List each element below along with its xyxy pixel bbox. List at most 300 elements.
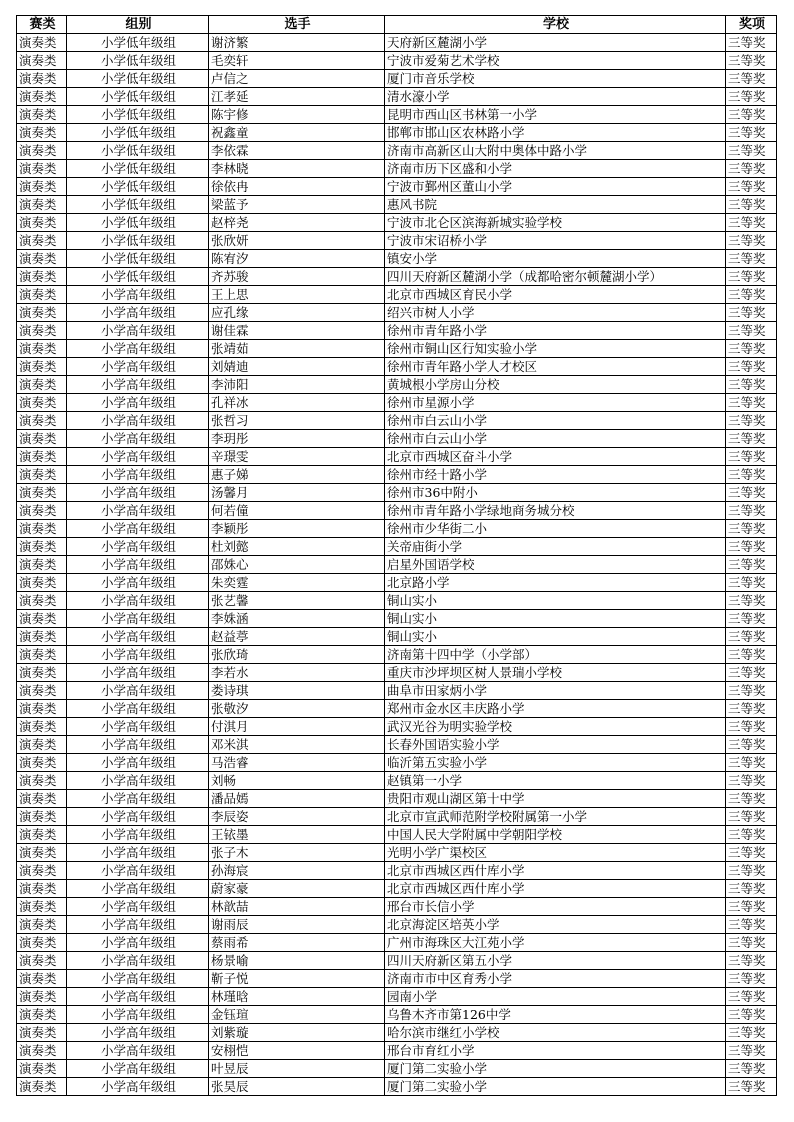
cell-award: 三等奖	[726, 952, 777, 970]
cell-group: 小学高年级组	[67, 664, 209, 682]
table-row	[17, 970, 777, 988]
cell-award: 三等奖	[726, 988, 777, 1006]
cell-group: 小学高年级组	[67, 952, 209, 970]
cell-category: 演奏类	[17, 556, 67, 574]
cell-category: 演奏类	[17, 88, 67, 106]
cell-group: 小学高年级组	[67, 502, 209, 520]
cell-school: 宁波市宋诏桥小学	[385, 232, 726, 250]
cell-school: 关帝庙街小学	[385, 538, 726, 556]
cell-award: 三等奖	[726, 1024, 777, 1042]
cell-category: 演奏类	[17, 1042, 67, 1060]
cell-category: 演奏类	[17, 322, 67, 340]
cell-award: 三等奖	[726, 178, 777, 196]
cell-contestant: 齐苏骏	[209, 268, 385, 286]
cell-group: 小学低年级组	[67, 214, 209, 232]
cell-award: 三等奖	[726, 970, 777, 988]
cell-group: 小学高年级组	[67, 466, 209, 484]
cell-category: 演奏类	[17, 916, 67, 934]
cell-contestant: 杜刘懿	[209, 538, 385, 556]
table-row	[17, 520, 777, 538]
cell-school: 贵阳市观山湖区第十中学	[385, 790, 726, 808]
cell-group: 小学高年级组	[67, 358, 209, 376]
table-row	[17, 772, 777, 790]
cell-contestant: 徐依冉	[209, 178, 385, 196]
cell-group: 小学高年级组	[67, 520, 209, 538]
cell-school: 昆明市西山区书林第一小学	[385, 106, 726, 124]
cell-contestant: 付淇月	[209, 718, 385, 736]
cell-group: 小学高年级组	[67, 772, 209, 790]
cell-group: 小学高年级组	[67, 322, 209, 340]
cell-school: 四川天府新区麓湖小学（成都哈密尔顿麓湖小学）	[385, 268, 726, 286]
cell-school: 天府新区麓湖小学	[385, 34, 726, 52]
cell-award: 三等奖	[726, 700, 777, 718]
header-category: 赛类	[17, 16, 67, 34]
table-row	[17, 1060, 777, 1078]
cell-contestant: 王铱墨	[209, 826, 385, 844]
cell-award: 三等奖	[726, 286, 777, 304]
cell-school: 济南市高新区山大附中奥体中路小学	[385, 142, 726, 160]
cell-school: 徐州市白云山小学	[385, 430, 726, 448]
table-row	[17, 304, 777, 322]
cell-group: 小学低年级组	[67, 88, 209, 106]
cell-award: 三等奖	[726, 1060, 777, 1078]
table-row	[17, 430, 777, 448]
cell-contestant: 陈宇修	[209, 106, 385, 124]
cell-group: 小学低年级组	[67, 34, 209, 52]
cell-category: 演奏类	[17, 178, 67, 196]
cell-category: 演奏类	[17, 268, 67, 286]
table-row	[17, 718, 777, 736]
table-row	[17, 610, 777, 628]
cell-contestant: 张欣妍	[209, 232, 385, 250]
cell-contestant: 朱奕霆	[209, 574, 385, 592]
cell-school: 光明小学广渠校区	[385, 844, 726, 862]
cell-category: 演奏类	[17, 484, 67, 502]
cell-category: 演奏类	[17, 988, 67, 1006]
cell-category: 演奏类	[17, 934, 67, 952]
table-row	[17, 700, 777, 718]
cell-contestant: 孔祥冰	[209, 394, 385, 412]
cell-school: 徐州市经十路小学	[385, 466, 726, 484]
cell-award: 三等奖	[726, 448, 777, 466]
cell-group: 小学低年级组	[67, 232, 209, 250]
cell-award: 三等奖	[726, 250, 777, 268]
table-row	[17, 88, 777, 106]
cell-group: 小学高年级组	[67, 376, 209, 394]
cell-contestant: 杨景喻	[209, 952, 385, 970]
cell-award: 三等奖	[726, 574, 777, 592]
header-contestant: 选手	[209, 16, 385, 34]
cell-category: 演奏类	[17, 340, 67, 358]
table-row	[17, 664, 777, 682]
cell-category: 演奏类	[17, 124, 67, 142]
cell-school: 园南小学	[385, 988, 726, 1006]
cell-award: 三等奖	[726, 232, 777, 250]
cell-school: 徐州市少华街二小	[385, 520, 726, 538]
table-row	[17, 376, 777, 394]
cell-contestant: 张哲习	[209, 412, 385, 430]
cell-category: 演奏类	[17, 106, 67, 124]
cell-award: 三等奖	[726, 1042, 777, 1060]
cell-category: 演奏类	[17, 826, 67, 844]
cell-award: 三等奖	[726, 430, 777, 448]
cell-contestant: 孙海宸	[209, 862, 385, 880]
cell-category: 演奏类	[17, 250, 67, 268]
cell-award: 三等奖	[726, 646, 777, 664]
cell-category: 演奏类	[17, 304, 67, 322]
cell-group: 小学高年级组	[67, 340, 209, 358]
cell-school: 徐州市青年路小学人才校区	[385, 358, 726, 376]
table-row	[17, 538, 777, 556]
table-row	[17, 592, 777, 610]
table-row	[17, 682, 777, 700]
cell-award: 三等奖	[726, 916, 777, 934]
cell-group: 小学高年级组	[67, 790, 209, 808]
cell-school: 厦门第二实验小学	[385, 1078, 726, 1096]
cell-school: 惠风书院	[385, 196, 726, 214]
cell-category: 演奏类	[17, 754, 67, 772]
cell-school: 四川天府新区第五小学	[385, 952, 726, 970]
cell-award: 三等奖	[726, 358, 777, 376]
cell-contestant: 惠子娣	[209, 466, 385, 484]
cell-school: 厦门市音乐学校	[385, 70, 726, 88]
cell-group: 小学高年级组	[67, 844, 209, 862]
table-row	[17, 322, 777, 340]
cell-group: 小学高年级组	[67, 484, 209, 502]
cell-school: 徐州市白云山小学	[385, 412, 726, 430]
table-row	[17, 862, 777, 880]
cell-contestant: 李林晓	[209, 160, 385, 178]
cell-category: 演奏类	[17, 412, 67, 430]
cell-contestant: 梁蓝予	[209, 196, 385, 214]
cell-group: 小学高年级组	[67, 1024, 209, 1042]
cell-school: 徐州市铜山区行知实验小学	[385, 340, 726, 358]
cell-category: 演奏类	[17, 952, 67, 970]
cell-award: 三等奖	[726, 664, 777, 682]
cell-school: 郑州市金水区丰庆路小学	[385, 700, 726, 718]
table-row	[17, 1042, 777, 1060]
cell-category: 演奏类	[17, 160, 67, 178]
cell-contestant: 赵梓尧	[209, 214, 385, 232]
cell-group: 小学高年级组	[67, 304, 209, 322]
cell-award: 三等奖	[726, 70, 777, 88]
cell-group: 小学高年级组	[67, 448, 209, 466]
cell-contestant: 谢佳霖	[209, 322, 385, 340]
table-row	[17, 574, 777, 592]
table-row	[17, 358, 777, 376]
cell-category: 演奏类	[17, 394, 67, 412]
cell-category: 演奏类	[17, 232, 67, 250]
cell-group: 小学高年级组	[67, 628, 209, 646]
cell-contestant: 娄诗琪	[209, 682, 385, 700]
cell-group: 小学高年级组	[67, 1078, 209, 1096]
table-row	[17, 214, 777, 232]
cell-contestant: 刘紫璇	[209, 1024, 385, 1042]
cell-category: 演奏类	[17, 34, 67, 52]
cell-contestant: 江孝延	[209, 88, 385, 106]
cell-award: 三等奖	[726, 628, 777, 646]
cell-award: 三等奖	[726, 880, 777, 898]
cell-group: 小学低年级组	[67, 268, 209, 286]
cell-contestant: 卢信之	[209, 70, 385, 88]
cell-group: 小学高年级组	[67, 916, 209, 934]
cell-group: 小学高年级组	[67, 988, 209, 1006]
table-header	[17, 16, 777, 34]
table-row	[17, 646, 777, 664]
table-row	[17, 466, 777, 484]
cell-contestant: 靳子悦	[209, 970, 385, 988]
cell-group: 小学高年级组	[67, 754, 209, 772]
cell-school: 北京海淀区培英小学	[385, 916, 726, 934]
cell-award: 三等奖	[726, 736, 777, 754]
cell-award: 三等奖	[726, 844, 777, 862]
cell-category: 演奏类	[17, 718, 67, 736]
cell-school: 长春外国语实验小学	[385, 736, 726, 754]
cell-category: 演奏类	[17, 1006, 67, 1024]
table-row	[17, 502, 777, 520]
table-row	[17, 844, 777, 862]
cell-award: 三等奖	[726, 538, 777, 556]
cell-award: 三等奖	[726, 160, 777, 178]
cell-school: 绍兴市树人小学	[385, 304, 726, 322]
table-row	[17, 1024, 777, 1042]
cell-group: 小学高年级组	[67, 286, 209, 304]
cell-award: 三等奖	[726, 790, 777, 808]
cell-group: 小学高年级组	[67, 574, 209, 592]
cell-category: 演奏类	[17, 880, 67, 898]
cell-group: 小学高年级组	[67, 394, 209, 412]
cell-category: 演奏类	[17, 358, 67, 376]
cell-award: 三等奖	[726, 142, 777, 160]
cell-category: 演奏类	[17, 682, 67, 700]
cell-contestant: 谢雨辰	[209, 916, 385, 934]
cell-category: 演奏类	[17, 1060, 67, 1078]
cell-award: 三等奖	[726, 682, 777, 700]
cell-contestant: 叶昱辰	[209, 1060, 385, 1078]
cell-group: 小学高年级组	[67, 862, 209, 880]
cell-group: 小学高年级组	[67, 538, 209, 556]
cell-school: 清水濠小学	[385, 88, 726, 106]
table-row	[17, 268, 777, 286]
results-table	[16, 15, 777, 1096]
cell-category: 演奏类	[17, 466, 67, 484]
cell-award: 三等奖	[726, 394, 777, 412]
cell-award: 三等奖	[726, 34, 777, 52]
cell-school: 济南市市中区育秀小学	[385, 970, 726, 988]
cell-school: 宁波市爱菊艺术学校	[385, 52, 726, 70]
table-row	[17, 394, 777, 412]
cell-award: 三等奖	[726, 754, 777, 772]
table-row	[17, 142, 777, 160]
table-row	[17, 196, 777, 214]
table-row	[17, 412, 777, 430]
cell-group: 小学高年级组	[67, 610, 209, 628]
cell-contestant: 潘品嫣	[209, 790, 385, 808]
cell-category: 演奏类	[17, 1024, 67, 1042]
cell-school: 徐州市星源小学	[385, 394, 726, 412]
cell-award: 三等奖	[726, 934, 777, 952]
cell-group: 小学高年级组	[67, 646, 209, 664]
table-row	[17, 934, 777, 952]
cell-group: 小学低年级组	[67, 106, 209, 124]
cell-school: 曲阜市田家炳小学	[385, 682, 726, 700]
cell-category: 演奏类	[17, 70, 67, 88]
table-row	[17, 808, 777, 826]
cell-school: 铜山实小	[385, 610, 726, 628]
cell-school: 重庆市沙坪坝区树人景瑞小学校	[385, 664, 726, 682]
table-row	[17, 448, 777, 466]
cell-award: 三等奖	[726, 718, 777, 736]
cell-group: 小学高年级组	[67, 592, 209, 610]
cell-group: 小学低年级组	[67, 124, 209, 142]
cell-contestant: 张昊辰	[209, 1078, 385, 1096]
cell-school: 北京市西城区西什库小学	[385, 880, 726, 898]
cell-contestant: 张靖茹	[209, 340, 385, 358]
table-row	[17, 106, 777, 124]
cell-group: 小学低年级组	[67, 196, 209, 214]
cell-school: 济南第十四中学（小学部）	[385, 646, 726, 664]
cell-school: 中国人民大学附属中学朝阳学校	[385, 826, 726, 844]
cell-award: 三等奖	[726, 268, 777, 286]
cell-award: 三等奖	[726, 610, 777, 628]
cell-contestant: 刘婧迪	[209, 358, 385, 376]
cell-school: 哈尔滨市继红小学校	[385, 1024, 726, 1042]
cell-group: 小学高年级组	[67, 682, 209, 700]
cell-award: 三等奖	[726, 772, 777, 790]
table-row	[17, 1078, 777, 1096]
table-row	[17, 34, 777, 52]
cell-school: 铜山实小	[385, 628, 726, 646]
table-row	[17, 52, 777, 70]
cell-category: 演奏类	[17, 628, 67, 646]
cell-school: 武汉光谷为明实验学校	[385, 718, 726, 736]
cell-school: 黄城根小学房山分校	[385, 376, 726, 394]
cell-category: 演奏类	[17, 592, 67, 610]
cell-contestant: 林瑾晗	[209, 988, 385, 1006]
table-body	[17, 34, 777, 1096]
cell-group: 小学低年级组	[67, 142, 209, 160]
cell-category: 演奏类	[17, 574, 67, 592]
cell-category: 演奏类	[17, 196, 67, 214]
cell-contestant: 林歆喆	[209, 898, 385, 916]
cell-category: 演奏类	[17, 376, 67, 394]
cell-category: 演奏类	[17, 790, 67, 808]
cell-contestant: 安栩恺	[209, 1042, 385, 1060]
cell-award: 三等奖	[726, 106, 777, 124]
cell-group: 小学低年级组	[67, 250, 209, 268]
cell-school: 邯郸市邯山区农林路小学	[385, 124, 726, 142]
cell-group: 小学低年级组	[67, 160, 209, 178]
table-row	[17, 952, 777, 970]
table-row	[17, 250, 777, 268]
cell-group: 小学高年级组	[67, 1042, 209, 1060]
cell-award: 三等奖	[726, 52, 777, 70]
table-row	[17, 880, 777, 898]
cell-contestant: 邵姝心	[209, 556, 385, 574]
cell-award: 三等奖	[726, 196, 777, 214]
table-row	[17, 898, 777, 916]
cell-contestant: 刘畅	[209, 772, 385, 790]
cell-category: 演奏类	[17, 772, 67, 790]
cell-award: 三等奖	[726, 826, 777, 844]
cell-group: 小学低年级组	[67, 178, 209, 196]
cell-category: 演奏类	[17, 862, 67, 880]
table-row	[17, 826, 777, 844]
cell-contestant: 李玥彤	[209, 430, 385, 448]
cell-award: 三等奖	[726, 484, 777, 502]
cell-group: 小学高年级组	[67, 718, 209, 736]
cell-school: 徐州市36中附小	[385, 484, 726, 502]
cell-school: 邢台市育红小学	[385, 1042, 726, 1060]
cell-school: 北京市西城区育民小学	[385, 286, 726, 304]
table-row	[17, 340, 777, 358]
cell-award: 三等奖	[726, 862, 777, 880]
cell-group: 小学高年级组	[67, 412, 209, 430]
cell-contestant: 李沛阳	[209, 376, 385, 394]
cell-school: 铜山实小	[385, 592, 726, 610]
cell-category: 演奏类	[17, 844, 67, 862]
cell-award: 三等奖	[726, 322, 777, 340]
cell-contestant: 应孔缘	[209, 304, 385, 322]
cell-contestant: 何若僮	[209, 502, 385, 520]
cell-category: 演奏类	[17, 808, 67, 826]
cell-category: 演奏类	[17, 538, 67, 556]
cell-contestant: 李依霖	[209, 142, 385, 160]
cell-contestant: 蔚家豪	[209, 880, 385, 898]
cell-award: 三等奖	[726, 1078, 777, 1096]
cell-contestant: 王上思	[209, 286, 385, 304]
cell-category: 演奏类	[17, 214, 67, 232]
cell-contestant: 赵益葶	[209, 628, 385, 646]
cell-award: 三等奖	[726, 466, 777, 484]
cell-school: 邢台市长信小学	[385, 898, 726, 916]
cell-category: 演奏类	[17, 646, 67, 664]
cell-award: 三等奖	[726, 592, 777, 610]
cell-school: 徐州市青年路小学	[385, 322, 726, 340]
table-row	[17, 628, 777, 646]
cell-school: 乌鲁木齐市第126中学	[385, 1006, 726, 1024]
cell-award: 三等奖	[726, 214, 777, 232]
cell-school: 镇安小学	[385, 250, 726, 268]
cell-award: 三等奖	[726, 88, 777, 106]
cell-contestant: 李颖彤	[209, 520, 385, 538]
cell-award: 三等奖	[726, 556, 777, 574]
cell-category: 演奏类	[17, 664, 67, 682]
header-school: 学校	[385, 16, 726, 34]
cell-contestant: 毛奕轩	[209, 52, 385, 70]
cell-contestant: 张艺馨	[209, 592, 385, 610]
cell-group: 小学高年级组	[67, 556, 209, 574]
table-row	[17, 70, 777, 88]
cell-school: 北京市西城区西什库小学	[385, 862, 726, 880]
header-row	[17, 16, 777, 34]
header-group: 组别	[67, 16, 209, 34]
cell-category: 演奏类	[17, 520, 67, 538]
cell-award: 三等奖	[726, 124, 777, 142]
cell-school: 广州市海珠区大江苑小学	[385, 934, 726, 952]
cell-group: 小学高年级组	[67, 1006, 209, 1024]
cell-school: 启星外国语学校	[385, 556, 726, 574]
cell-group: 小学低年级组	[67, 52, 209, 70]
cell-group: 小学高年级组	[67, 736, 209, 754]
cell-group: 小学高年级组	[67, 808, 209, 826]
cell-contestant: 张欣琦	[209, 646, 385, 664]
cell-category: 演奏类	[17, 286, 67, 304]
header-award: 奖项	[726, 16, 777, 34]
cell-school: 北京路小学	[385, 574, 726, 592]
table-row	[17, 790, 777, 808]
cell-school: 济南市历下区盛和小学	[385, 160, 726, 178]
